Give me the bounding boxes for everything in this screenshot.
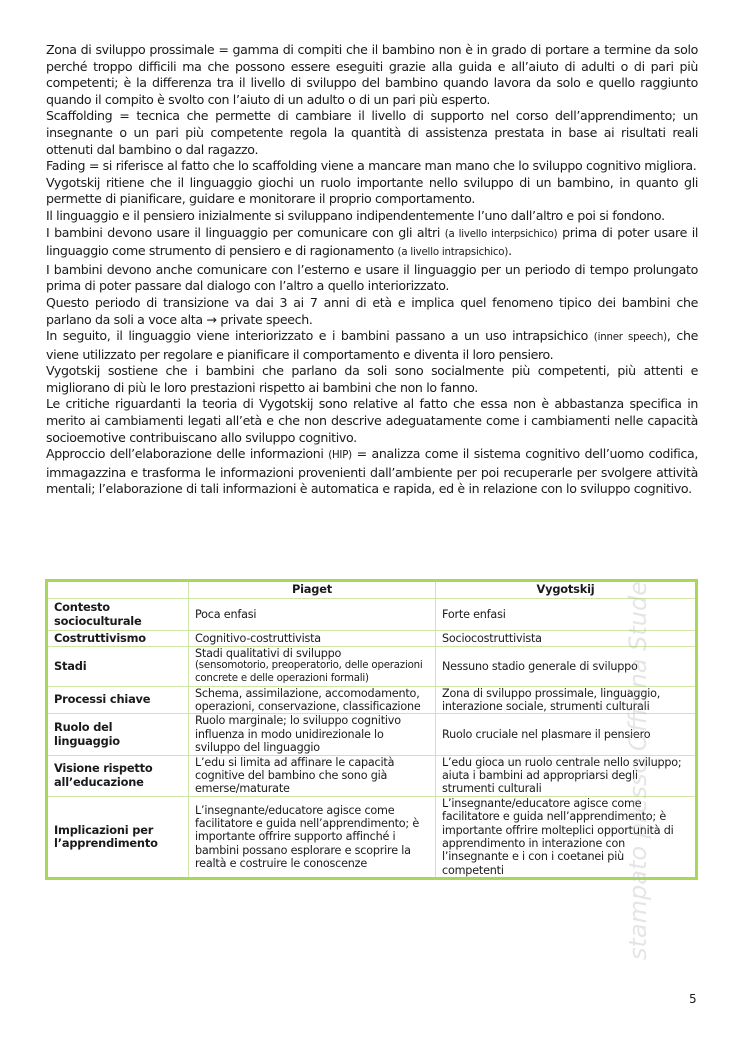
cell-vygotskij: Nessuno stadio generale di sviluppo (436, 647, 697, 687)
row-label: Costruttivismo (47, 631, 189, 647)
paragraph-zona-sviluppo: Zona di sviluppo prossimale = gamma di compiti che il bambino non è in grado di portare a termine da solo perché troppo difficili ma che possono essere eseguiti grazie alla guida e all’aiuto di adulti o di pari più competenti; è la differenza tra il livello di sviluppo del bambino quando lavora da solo e quello raggiunto quando il compito è svolto con l’aiuto di un adulto o di un pari più esperto. (46, 42, 698, 107)
table-row (47, 599, 697, 631)
cell-piaget: Cognitivo-costruttivista (189, 631, 436, 647)
text-segment: = analizza come il sistema cognitivo dell’uomo codifica, immagazzina e trasforma le informazioni provenienti dall’ambiente per poi recuperarle per svolgere attività mentali; l’elaborazione di tali informazioni è automatica e rapida, ed è in relazione con lo sviluppo cognitivo. (46, 446, 699, 497)
cell-piaget: Schema, assimilazione, accomodamento, operazioni, conservazione, classificazione (189, 686, 436, 714)
paragraph-comunicare-esterno: I bambini devono anche comunicare con l’esterno e usare il linguaggio per un periodo di tempo prolungato prima di poter passare dal dialogo con l’altro a quello interiorizzato. (46, 261, 698, 294)
cell-vygotskij: Forte enfasi (436, 599, 697, 631)
cell-vygotskij: Sociocostruttivista (436, 631, 697, 647)
paragraph-scaffolding: Scaffolding = tecnica che permette di cambiare il livello di supporto nel corso dell’apprendimento; un insegnante o un pari più competente regola la quantità di assistenza prestata in base ai risultati reali ottenuti dal bambino o dal ragazzo. (46, 108, 698, 157)
cell-vygotskij: L’insegnante/educatore agisce come facilitatore e guida nell’apprendimento; è importante offrire molteplici opportunità di apprendimento in interazione con l’insegnante e i con i coetanei più competenti (436, 796, 697, 878)
header-piaget: Piaget (189, 581, 436, 599)
row-label: Implicazioni per l’apprendimento (47, 796, 189, 878)
text-segment: . (508, 243, 512, 259)
text-note: (a livello intrapsichico) (397, 247, 509, 259)
cell-vygotskij: Zona di sviluppo prossimale, linguaggio, interazione sociale, strumenti culturali (436, 686, 697, 714)
table-row (47, 686, 697, 714)
row-label: Visione rispetto all’educazione (47, 755, 189, 796)
paragraph-linguaggio-pensiero: Il linguaggio e il pensiero inizialmente si sviluppano indipendentemente l’uno dall’altro e poi si fondono. (46, 207, 665, 223)
cell-text: Stadi qualitativi di sviluppo (195, 647, 342, 660)
table-row (47, 647, 697, 687)
text-segment: Approccio dell’elaborazione delle informazioni (46, 446, 329, 462)
table-row (47, 631, 697, 647)
text-note: (inner speech) (593, 332, 667, 344)
table-row (47, 714, 697, 755)
watermark: stampato presso Officina Stude (624, 581, 652, 960)
paragraph-hip (46, 446, 698, 498)
comparison-table (45, 579, 698, 880)
text-segment: In seguito, il linguaggio viene interiorizzato e i bambini passano a un uso intrapsichico (46, 328, 594, 344)
paragraph-inner-speech (46, 328, 698, 363)
text-segment: , che viene utilizzato per regolare e pianificare il comportamento e diventa il loro pensiero. (46, 328, 698, 362)
cell-vygotskij: L’edu gioca un ruolo centrale nello sviluppo; aiuta i bambini ad appropriarsi degli strumenti culturali (436, 755, 697, 796)
text-note: (a livello interpsichico) (444, 228, 558, 240)
text-note: (HIP) (328, 450, 352, 462)
row-label: Stadi (47, 647, 189, 687)
paragraph-interpsichico (46, 225, 698, 262)
cell-piaget: Poca enfasi (189, 599, 436, 631)
body-text (46, 42, 698, 498)
paragraph-vygotskij-linguaggio: Vygotskij ritiene che il linguaggio giochi un ruolo importante nello sviluppo di un bambino, in quanto gli permette di pianificare, guidare e monitorare il proprio comportamento. (46, 174, 698, 207)
cell-note: (sensomotorio, preoperatorio, delle operazioni concrete e delle operazioni formali) (195, 660, 423, 684)
table-row (47, 755, 697, 796)
header-empty (47, 581, 189, 599)
table-header-row (47, 581, 697, 599)
cell-piaget: L’edu si limita ad affinare le capacità cognitive del bambino che sono già emerse/maturate (189, 755, 436, 796)
cell-vygotskij: Ruolo cruciale nel plasmare il pensiero (436, 714, 697, 755)
row-label: Contesto socioculturale (47, 599, 189, 631)
page-number: 5 (689, 992, 697, 1006)
cell-piaget: L’insegnante/educatore agisce come facilitatore e guida nell’apprendimento; è importante offrire supporto affinché i bambini possano esplorare e scoprire la realtà e costruire le conoscenze (189, 796, 436, 878)
row-label: Ruolo del linguaggio (47, 714, 189, 755)
header-vygotskij: Vygotskij (436, 581, 697, 599)
paragraph-vygotskij-sostiene: Vygotskij sostiene che i bambini che parlano da soli sono socialmente più competenti, più attenti e migliorano di più le loro prestazioni rispetto ai bambini che non lo fanno. (46, 363, 698, 395)
cell-piaget (189, 647, 436, 687)
paragraph-critiche: Le critiche riguardanti la teoria di Vygotskij sono relative al fatto che essa non è abbastanza specifica in merito ai cambiamenti legati all’età e che non descrive adeguatamente come i cambiamenti nelle capacità socioemotive contribuiscano allo sviluppo cognitivo. (46, 396, 698, 445)
paragraph-fading: Fading = si riferisce al fatto che lo scaffolding viene a mancare man mano che lo sviluppo cognitivo migliora. (46, 158, 697, 174)
text-segment: prima di poter usare il linguaggio come strumento di pensiero e di ragionamento (46, 224, 698, 259)
table-row (47, 796, 697, 878)
paragraph-private-speech: Questo periodo di transizione va dai 3 ai 7 anni di età e implica quel fenomeno tipico dei bambini che parlano da soli a voce alta → private speech. (46, 294, 698, 327)
text-segment: I bambini devono usare il linguaggio per comunicare con gli altri (46, 224, 445, 240)
cell-piaget: Ruolo marginale; lo sviluppo cognitivo influenza in modo unidirezionale lo sviluppo del linguaggio (189, 714, 436, 755)
row-label: Processi chiave (47, 686, 189, 714)
